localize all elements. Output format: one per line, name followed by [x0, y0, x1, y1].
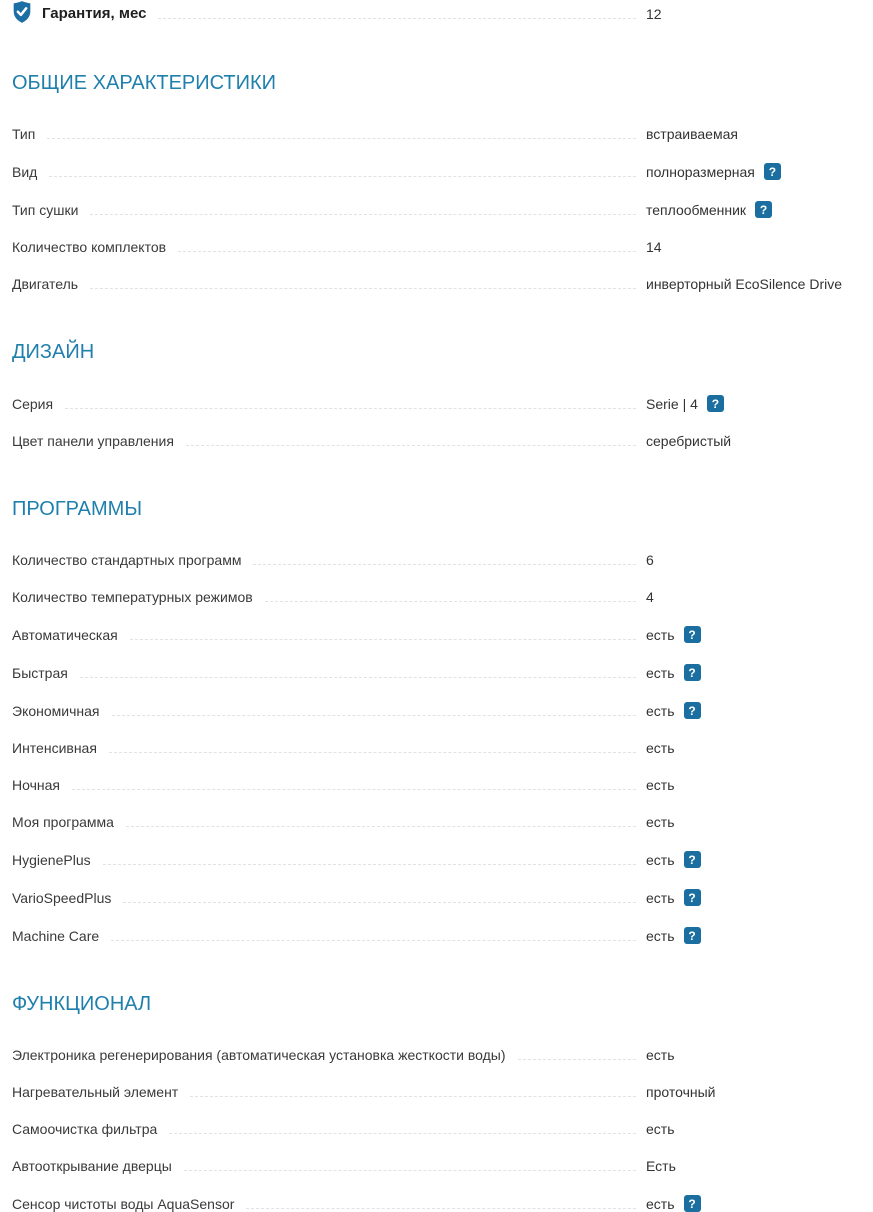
spec-row — [12, 201, 873, 218]
spec-value-group — [646, 814, 873, 830]
spec-label: Нагревательный элемент — [12, 1084, 179, 1100]
spec-value: есть — [646, 1047, 675, 1063]
spec-row — [12, 239, 873, 255]
spec-row — [12, 814, 873, 830]
spec-label: Автоматическая — [12, 627, 118, 643]
spec-label: Серия — [12, 396, 54, 412]
help-icon[interactable]: ? — [707, 395, 724, 412]
spec-row — [12, 927, 873, 944]
spec-value: 12 — [646, 5, 662, 22]
dotted-leader — [253, 564, 636, 565]
spec-row — [12, 163, 873, 180]
spec-label: Тип — [12, 126, 36, 142]
spec-value: есть — [646, 927, 675, 944]
spec-label: Сенсор чистоты воды AquaSensor — [12, 1196, 235, 1212]
spec-value-group — [646, 626, 873, 643]
spec-label: Количество стандартных программ — [12, 552, 242, 568]
spec-value: есть — [646, 814, 675, 830]
spec-label: Электроника регенерирования (автоматическая установка жесткости воды) — [12, 1047, 506, 1063]
dotted-leader — [111, 940, 636, 941]
spec-row — [12, 552, 873, 568]
help-icon[interactable]: ? — [755, 201, 772, 218]
help-icon[interactable]: ? — [684, 702, 701, 719]
spec-value-group — [646, 1084, 873, 1100]
spec-section — [12, 72, 873, 292]
spec-sections — [12, 72, 873, 1212]
spec-row — [12, 1047, 873, 1063]
spec-value-group — [646, 927, 873, 944]
dotted-leader — [72, 789, 636, 790]
dotted-leader — [169, 1133, 636, 1134]
spec-label: Ночная — [12, 777, 60, 793]
spec-value-group — [646, 276, 873, 292]
spec-value-group — [646, 589, 873, 605]
spec-value-group — [646, 702, 873, 719]
spec-label: Автооткрывание дверцы — [12, 1158, 172, 1174]
spec-label: Гарантия, мес — [42, 4, 147, 22]
spec-value: Serie | 4 — [646, 395, 698, 412]
spec-label: Количество комплектов — [12, 239, 167, 255]
spec-section — [12, 341, 873, 449]
dotted-leader — [112, 715, 637, 716]
spec-value-group — [646, 395, 873, 412]
spec-value-group — [646, 851, 873, 868]
spec-label: Machine Care — [12, 928, 100, 944]
spec-value: теплообменник — [646, 201, 747, 218]
spec-row — [12, 1195, 873, 1212]
dotted-leader — [90, 288, 636, 289]
dotted-leader — [186, 445, 636, 446]
spec-value: 14 — [646, 239, 662, 255]
spec-row — [12, 276, 873, 292]
spec-value-group — [646, 239, 873, 255]
spec-value: встраиваемая — [646, 126, 738, 142]
spec-value: есть — [646, 889, 675, 906]
section-title: ФУНКЦИОНАЛ — [12, 993, 152, 1015]
help-icon[interactable]: ? — [684, 626, 701, 643]
dotted-leader — [90, 214, 636, 215]
spec-label: Моя программа — [12, 814, 114, 830]
spec-row — [12, 664, 873, 681]
dotted-leader — [123, 902, 636, 903]
dotted-leader — [158, 18, 636, 19]
spec-label: Вид — [12, 164, 38, 180]
dotted-leader — [190, 1096, 636, 1097]
spec-value: инверторный EcoSilence Drive — [646, 276, 843, 292]
spec-section — [12, 993, 873, 1212]
spec-row — [12, 889, 873, 906]
spec-row — [12, 1158, 873, 1174]
spec-value-group — [646, 1047, 873, 1063]
spec-value: есть — [646, 626, 675, 643]
spec-value-group — [646, 1121, 873, 1137]
spec-row — [12, 702, 873, 719]
spec-value-group — [646, 777, 873, 793]
spec-value-group — [646, 163, 873, 180]
spec-label: Быстрая — [12, 665, 68, 681]
spec-row — [12, 433, 873, 449]
spec-value: Есть — [646, 1158, 676, 1174]
section-title: ДИЗАЙН — [12, 341, 95, 363]
help-icon[interactable]: ? — [684, 1195, 701, 1212]
spec-label: Интенсивная — [12, 740, 97, 756]
spec-section — [12, 498, 873, 944]
spec-value: есть — [646, 664, 675, 681]
spec-value: есть — [646, 1195, 675, 1212]
spec-value-group — [646, 889, 873, 906]
help-icon[interactable]: ? — [764, 163, 781, 180]
spec-label: Тип сушки — [12, 202, 79, 218]
spec-value: проточный — [646, 1084, 716, 1100]
spec-value-group — [646, 126, 873, 142]
help-icon[interactable]: ? — [684, 927, 701, 944]
dotted-leader — [49, 176, 636, 177]
help-icon[interactable]: ? — [684, 664, 701, 681]
spec-row — [12, 777, 873, 793]
spec-row — [12, 740, 873, 756]
spec-value: 4 — [646, 589, 654, 605]
spec-label: Самоочистка фильтра — [12, 1121, 158, 1137]
dotted-leader — [178, 251, 636, 252]
spec-value: есть — [646, 851, 675, 868]
dotted-leader — [103, 864, 636, 865]
spec-label: HygienePlus — [12, 852, 91, 868]
spec-row — [12, 126, 873, 142]
spec-value: есть — [646, 740, 675, 756]
spec-label: Количество температурных режимов — [12, 589, 253, 605]
spec-row — [12, 589, 873, 605]
spec-value-group — [646, 1158, 873, 1174]
dotted-leader — [265, 601, 636, 602]
spec-row — [12, 1084, 873, 1100]
dotted-leader — [47, 138, 636, 139]
spec-value: серебристый — [646, 433, 732, 449]
dotted-leader — [518, 1059, 637, 1060]
spec-label: Цвет панели управления — [12, 433, 174, 449]
help-icon[interactable]: ? — [684, 851, 701, 868]
dotted-leader — [126, 826, 636, 827]
spec-value: 6 — [646, 552, 654, 568]
spec-value-group — [646, 664, 873, 681]
spec-row — [12, 1121, 873, 1137]
spec-label: Двигатель — [12, 276, 79, 292]
dotted-leader — [65, 408, 636, 409]
dotted-leader — [109, 752, 636, 753]
spec-value: полноразмерная — [646, 163, 755, 180]
spec-value-group — [646, 552, 873, 568]
help-icon[interactable]: ? — [684, 889, 701, 906]
shield-check-icon — [12, 1, 32, 23]
spec-value-group — [646, 433, 873, 449]
spec-row — [12, 851, 873, 868]
spec-value: есть — [646, 777, 675, 793]
spec-value-group — [646, 1195, 873, 1212]
spec-value: есть — [646, 1121, 675, 1137]
section-title: ПРОГРАММЫ — [12, 498, 143, 520]
spec-row-warranty — [12, 4, 873, 23]
dotted-leader — [130, 639, 636, 640]
spec-row — [12, 395, 873, 412]
section-title: ОБЩИЕ ХАРАКТЕРИСТИКИ — [12, 72, 277, 94]
spec-value: есть — [646, 702, 675, 719]
dotted-leader — [80, 677, 636, 678]
dotted-leader — [184, 1170, 636, 1171]
spec-label: VarioSpeedPlus — [12, 890, 112, 906]
spec-value-group — [646, 201, 873, 218]
dotted-leader — [246, 1208, 636, 1209]
spec-value-group — [646, 740, 873, 756]
spec-label: Экономичная — [12, 703, 100, 719]
spec-row — [12, 626, 873, 643]
